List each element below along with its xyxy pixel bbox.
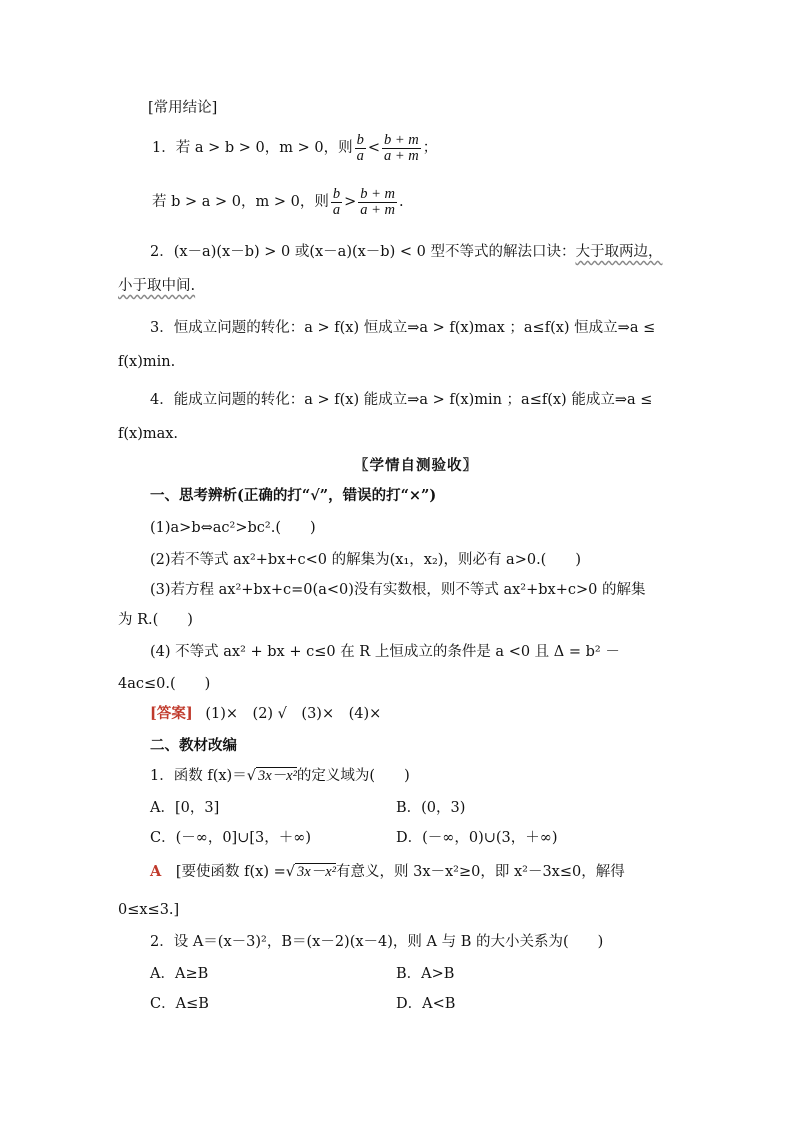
problem-2-option-a: A．A≥B <box>150 966 209 982</box>
answer-line <box>150 704 381 724</box>
less-than-sign: < <box>367 140 380 156</box>
conclusion-4-line1: 4．能成立问题的转化：a > f(x) 能成立⇒a > f(x)min ；a≤f(x) 能成立⇒a ≤ <box>150 392 653 408</box>
problem-1-option-c: C．(－∞，0]∪[3，＋∞) <box>150 830 311 846</box>
conclusion-1a: 1．若 a > b > 0，m > 0，则 $\frac{b}{a}$ < $\frac{b + m}{a + m}$ ； <box>152 131 438 164</box>
solution-answer-letter: A <box>150 863 162 880</box>
conclusion-1b-prefix: 若 b > a > 0，m > 0，则 <box>152 194 329 210</box>
fraction-bm-over-am-2: $\frac{b + m}{a + m}$ <box>360 185 396 218</box>
sqrt-expression: 3x－x² <box>257 768 297 784</box>
sqrt-expression-2: 3x－x² <box>297 864 336 880</box>
greater-than-sign: > <box>344 194 357 210</box>
problem-2-option-d: D．A<B <box>396 996 456 1012</box>
question-3-line1: (3)若方程 ax²+bx+c=0(a<0)没有实数根，则不等式 ax²+bx+c>0 的解集 <box>150 582 646 598</box>
part2-title: 二、教材改编 <box>150 737 237 754</box>
fraction-bm-over-am: $\frac{b + m}{a + m}$ <box>383 131 419 164</box>
conclusion-1a-prefix: 1．若 a > b > 0，m > 0，则 <box>152 140 353 156</box>
conclusion-1b: 若 b > a > 0，m > 0，则 $\frac{b}{a}$ > $\frac{b + m}{a + m}$ . <box>152 185 404 218</box>
problem-2-option-b: B．A>B <box>396 966 455 982</box>
problem-1-option-b: B．(0，3) <box>396 800 466 816</box>
part1-title: 一、思考辨析(正确的打“√”，错误的打“×”) <box>150 487 437 504</box>
problem-1-solution: A [要使函数 f(x) =√ 3x－x²有意义，则 3x－x²≥0，即 x²－3x≤0，解得 <box>150 863 625 880</box>
fraction-b-over-a-2: $\frac{b}{a}$ <box>332 185 341 218</box>
question-4-line1: (4) 不等式 ax² + bx + c≤0 在 R 上恒成立的条件是 a <0 且 Δ = b² － <box>150 644 620 660</box>
conclusion-4-line2: f(x)max. <box>118 426 179 442</box>
question-3-line2: 为 R.( ) <box>118 612 193 628</box>
conclusion-3-line2: f(x)min. <box>118 354 176 370</box>
conclusion-3-line1: 3．恒成立问题的转化：a > f(x) 恒成立⇒a > f(x)max ；a≤f(x) 恒成立⇒a ≤ <box>150 320 656 336</box>
conclusion-2-line2: 小于取中间. <box>118 278 196 294</box>
conclusion-2-line1: 2．(x－a)(x－b) > 0 或(x－a)(x－b) < 0 型不等式的解法口诀：大于取两边， <box>150 244 663 260</box>
fraction-b-over-a: $\frac{b}{a}$ <box>356 131 364 164</box>
section-header: 〖学情自测验收〗 <box>354 457 478 474</box>
problem-2-stem: 2．设 A＝(x－3)²，B＝(x－2)(x－4)，则 A 与 B 的大小关系为( ) <box>150 934 604 950</box>
problem-1-option-d: D．(－∞，0)∪(3，＋∞) <box>396 830 558 846</box>
problem-1-option-a: A．[0，3] <box>150 800 220 816</box>
problem-1-solution-line2: 0≤x≤3.] <box>118 902 180 918</box>
problem-1-stem: 1．函数 f(x)＝√ 3x－x²的定义域为( ) <box>150 768 410 784</box>
question-2: (2)若不等式 ax²+bx+c<0 的解集为(x₁，x₂)，则必有 a>0.( ) <box>150 552 581 568</box>
answer-label: [答案] <box>150 705 193 722</box>
conclusions-title: [常用结论] <box>148 100 218 116</box>
answer-text: (1)× (2) √ (3)× (4)× <box>205 706 382 722</box>
question-1: (1)a>b⇔ac²>bc².( ) <box>150 520 316 536</box>
problem-2-option-c: C．A≤B <box>150 996 209 1012</box>
question-4-line2: 4ac≤0.( ) <box>118 676 211 692</box>
mnemonic-underlined: 大于取两边， <box>575 244 663 260</box>
